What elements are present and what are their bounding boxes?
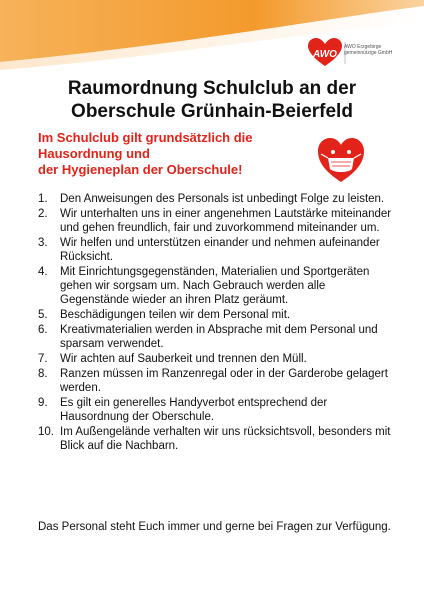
list-item bbox=[38, 207, 394, 235]
page-title bbox=[0, 77, 424, 123]
rule-number: 10. bbox=[38, 426, 54, 438]
rule-text: Mit Einrichtungsgegenständen, Materialien und Sportgeräten gehen wir sorgsam um. Nach Gebrauch werden alle Gegenstände wieder an ihren Platz geräumt. bbox=[60, 266, 370, 306]
rule-text: Den Anweisungen des Personals ist unbedingt Folge zu leisten. bbox=[60, 193, 385, 205]
logo-org-line2: gemeinnützige GmbH bbox=[344, 50, 393, 56]
subtitle-line-3: der Hygieneplan der Oberschule! bbox=[38, 162, 243, 177]
rule-number: 6. bbox=[38, 324, 48, 336]
rule-text: Im Außengelände verhalten wir uns rücksichtsvoll, besonders mit Blick auf die Nachbarn. bbox=[60, 426, 391, 452]
list-item bbox=[38, 265, 394, 307]
title-line-1: Raumordnung Schulclub an der bbox=[67, 78, 357, 99]
heart-mask-icon bbox=[316, 136, 366, 184]
rule-number: 9. bbox=[38, 397, 48, 409]
list-item bbox=[38, 352, 394, 366]
rule-text: Kreativmaterialien werden in Absprache mit dem Personal und sparsam verwendet. bbox=[60, 324, 378, 350]
list-item bbox=[38, 396, 394, 424]
subtitle-notice bbox=[38, 130, 298, 178]
list-item bbox=[38, 236, 394, 264]
rule-text: Ranzen müssen im Ranzenregal oder in der Garderobe gelagert werden. bbox=[60, 368, 388, 394]
subtitle-line-1: Im Schulclub gilt grundsätzlich die bbox=[38, 130, 253, 145]
footer-note: Das Personal steht Euch immer und gerne bei Fragen zur Verfügung. bbox=[38, 521, 391, 533]
rule-number: 4. bbox=[38, 266, 48, 278]
rules-list bbox=[38, 192, 394, 454]
awo-logo-text bbox=[344, 44, 416, 56]
rule-text: Wir helfen und unterstützen einander und nehmen aufeinander Rücksicht. bbox=[60, 237, 380, 263]
list-item bbox=[38, 308, 394, 322]
rule-text: Wir unterhalten uns in einer angenehmen Lautstärke miteinander und gehen freundlich, fair und zuvorkommend miteinander um. bbox=[60, 208, 392, 234]
rule-text: Beschädigungen teilen wir dem Personal mit. bbox=[60, 309, 291, 321]
rule-text: Wir achten auf Sauberkeit und trennen den Müll. bbox=[60, 353, 307, 365]
rule-number: 7. bbox=[38, 353, 48, 365]
list-item bbox=[38, 323, 394, 351]
rule-text: Es gilt ein generelles Handyverbot entsprechend der Hausordnung der Oberschule. bbox=[60, 397, 328, 423]
rule-number: 8. bbox=[38, 368, 48, 380]
title-line-2: Oberschule Grünhain-Beierfeld bbox=[71, 101, 353, 122]
list-item bbox=[38, 425, 394, 453]
svg-text:AWO: AWO bbox=[313, 49, 337, 60]
logo-org-line1: AWO Erzgebirge bbox=[344, 44, 382, 50]
list-item bbox=[38, 367, 394, 395]
rule-number: 1. bbox=[38, 193, 48, 205]
rule-number: 5. bbox=[38, 309, 48, 321]
subtitle-line-2: Hausordnung und bbox=[38, 146, 150, 161]
rule-number: 2. bbox=[38, 208, 48, 220]
list-item bbox=[38, 192, 394, 206]
rule-number: 3. bbox=[38, 237, 48, 249]
